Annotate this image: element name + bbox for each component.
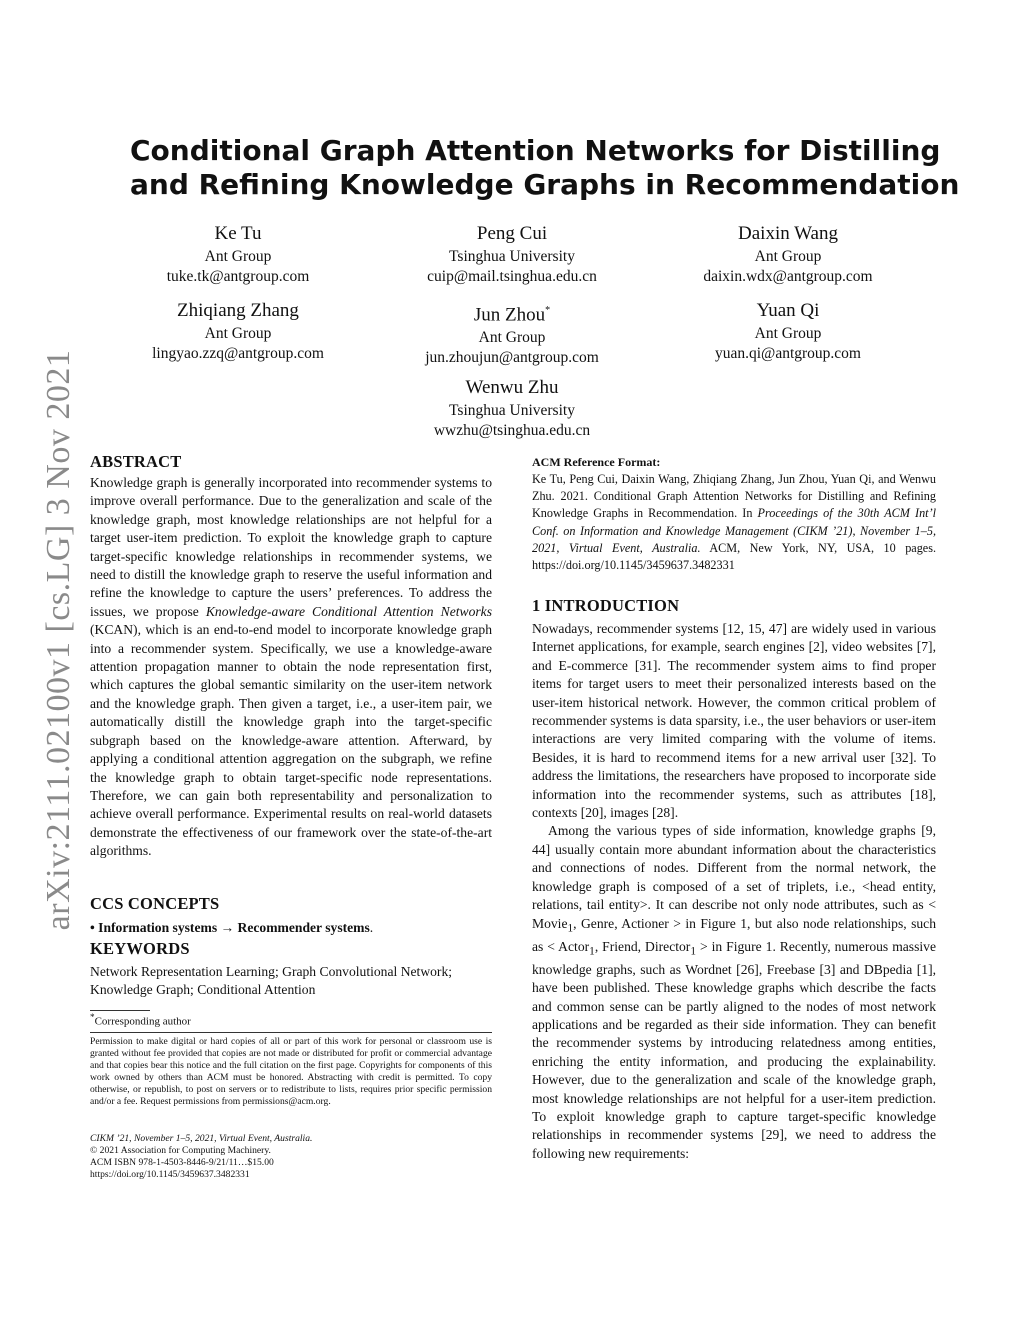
author-name: Zhiqiang Zhang — [177, 300, 299, 321]
permission-notice: Permission to make digital or hard copies of all or part of this work for personal or classroom use is granted without fee provided that copies are not made or distributed for profit or commercial advantage and that copies bear this notice and the full citation on the first page. Copyrights for components of this work owned by others than ACM must be honored. Abstracting with credit is permitted. To copy otherwise, or republish, to post on servers or to redistribute to lists, requires prior specific permission and/or a fee. Request permissions from permissions@acm.org. — [90, 1036, 492, 1107]
publication-info — [90, 1133, 492, 1181]
author-affiliation: Tsinghua University — [449, 402, 575, 419]
abstract-heading: ABSTRACT — [90, 452, 182, 471]
ccs-concepts: • Information systems → Recommender systems. — [90, 920, 374, 935]
author-affiliation: Ant Group — [204, 248, 272, 265]
author-name: Peng Cui — [476, 223, 548, 244]
author-email: tuke.tk@antgroup.com — [166, 268, 310, 285]
author-email: yuan.qi@antgroup.com — [715, 345, 861, 362]
paper-title — [130, 134, 960, 202]
author-name: Ke Tu — [214, 223, 262, 244]
isbn-line: ACM ISBN 978-1-4503-8446-9/21/11…$15.00 — [90, 1157, 274, 1168]
keywords-text: Network Representation Learning; Graph Convolutional Network; Knowledge Graph; Conditional Attention — [90, 964, 453, 998]
author-affiliation: Tsinghua University — [449, 248, 575, 265]
author-email: cuip@mail.tsinghua.edu.cn — [427, 268, 597, 285]
introduction-text — [532, 620, 936, 1163]
title-line-1: Conditional Graph Attention Networks for Distilling — [130, 134, 941, 167]
author-email: daixin.wdx@antgroup.com — [703, 268, 873, 285]
author-email: wwzhu@tsinghua.edu.cn — [433, 422, 591, 439]
keywords-heading: KEYWORDS — [90, 939, 190, 958]
permission-divider — [90, 1032, 492, 1033]
author-name: Jun Zhou* — [473, 304, 551, 326]
introduction-heading: 1 INTRODUCTION — [532, 596, 680, 615]
corresponding-mark: * — [545, 305, 551, 316]
model-name: Knowledge-aware Conditional Attention Networks — [205, 603, 492, 619]
author-affiliation: Ant Group — [204, 325, 272, 342]
author-block — [653, 221, 923, 287]
author-block — [103, 221, 373, 287]
footnote-divider — [90, 1010, 150, 1011]
author-name: Wenwu Zhu — [465, 377, 559, 398]
arxiv-identifier: arXiv:2111.02100v1 [cs.LG] 3 Nov 2021 — [40, 349, 77, 931]
author-affiliation: Ant Group — [478, 329, 546, 347]
ccs-heading: CCS CONCEPTS — [90, 894, 220, 913]
author-name: Daixin Wang — [738, 223, 838, 244]
author-block — [377, 375, 647, 441]
author-name: Yuan Qi — [756, 300, 820, 321]
author-block — [653, 298, 923, 364]
author-block — [377, 221, 647, 287]
author-email: jun.zhoujun@antgroup.com — [425, 349, 599, 367]
title-line-2: and Refining Knowledge Graphs in Recommendation — [130, 168, 960, 201]
author-affiliation: Ant Group — [754, 248, 822, 265]
acm-reference-heading: ACM Reference Format: — [532, 455, 661, 469]
acm-reference-text: Ke Tu, Peng Cui, Daixin Wang, Zhiqiang Zhang, Jun Zhou, Yuan Qi, and Wenwu Zhu. 2021. Conditional Graph Attention Networks for Distilling and Refining Knowledge Graphs in Recommendation. In Proceedings of the 30th ACM Int’l Conf. on Information and Knowledge Management (CIKM ’21), November 1–5, 2021, Virtual Event, Australia. ACM, New York, NY, USA, 10 pages. https://doi.org/10.1145/3459637.3482331 — [532, 472, 937, 573]
venue-line: CIKM ’21, November 1–5, 2021, Virtual Event, Australia. — [90, 1133, 313, 1144]
author-email: lingyao.zzq@antgroup.com — [152, 345, 324, 362]
author-affiliation: Ant Group — [754, 325, 822, 342]
author-block — [103, 298, 373, 364]
copyright-line: © 2021 Association for Computing Machinery. — [90, 1145, 271, 1156]
doi-line: https://doi.org/10.1145/3459637.3482331 — [90, 1169, 250, 1180]
footnote: *Corresponding author — [90, 1012, 191, 1028]
abstract-text: Knowledge graph is generally incorporated into recommender systems to improve overall performance. Due to the generalization and scale of the knowledge graph, most knowledge relationships are not helpful for a target user-item prediction. To exploit the knowledge graph to capture target-specific knowledge relationships in recommender systems, we need to distill the knowledge graph to reserve the useful information and refine the knowledge to capture the users’ preferences. To address the issues, we propose Knowledge-aware Conditional Attention Networks (KCAN), which is an end-to-end model to incorporate knowledge graph into a recommender system. Specifically, we use a knowledge-aware attention propagation manner to obtain the node representation first, which captures the global semantic similarity on the user-item network and the knowledge graph. Then given a target, i.e., a user-item pair, we automatically distill the knowledge graph into the target-specific subgraph based on the knowledge-aware attention. Afterward, by applying a conditional attention aggregation on the subgraph, we refine the knowledge graph to obtain target-specific node representations. Therefore, we can gain both representability and personalization to achieve overall performance. Experimental results on real-world datasets demonstrate the effectiveness of our framework over the state-of-the-art algorithms. — [90, 475, 492, 859]
intro-paragraph-1: Nowadays, recommender systems [12, 15, 47] are widely used in various Internet applications, for example, search engines [2], video websites [7], and E-commerce [31]. The recommender system aims to find proper items for target users to meet their personalized interests based on the user-item historical network. However, the common critical problem of recommender systems is data sparsity, i.e., the user behaviors or user-item interactions are very limited comparing with the volume of items. Besides, it is hard to recommend items for a new arrival user [32]. To address the limitations, the researchers have proposed to incorporate side information into the recommender systems, such as attributes [18], contexts [20], images [28]. — [532, 621, 936, 821]
intro-paragraph-2: Among the various types of side information, knowledge graphs [9, 44] usually contain more abundant information about the characteristics and connections of nodes. Different from the normal network, the knowledge graph is composed of a set of triplets, i.e., <head entity, relations, tail entity>. It can describe not only node attributes, such as < Movie$_1$, Genre, Actioner > in Figure 1, but also node relationships, such as < Actor$_1$, Friend, Director$_1$ > in Figure 1. Recently, numerous massive knowledge graphs, such as Wordnet [26], Freebase [3] and DBpedia [1], have been published. These knowledge graphs which describe the facts and common sense can be partly aligned to the nodes of most network applications and be regarded as their side information. They can benefit the recommender systems by introducing relatedness among entities, enriching the entity information, and producing the explainability. However, due to the generalization and scale of the knowledge graph, most knowledge relationships are not helpful for a user-item prediction. To exploit knowledge graph to capture target-specific knowledge relationships in recommender systems [29], we need to address the following new requirements: — [532, 823, 936, 1161]
author-block — [377, 298, 647, 368]
